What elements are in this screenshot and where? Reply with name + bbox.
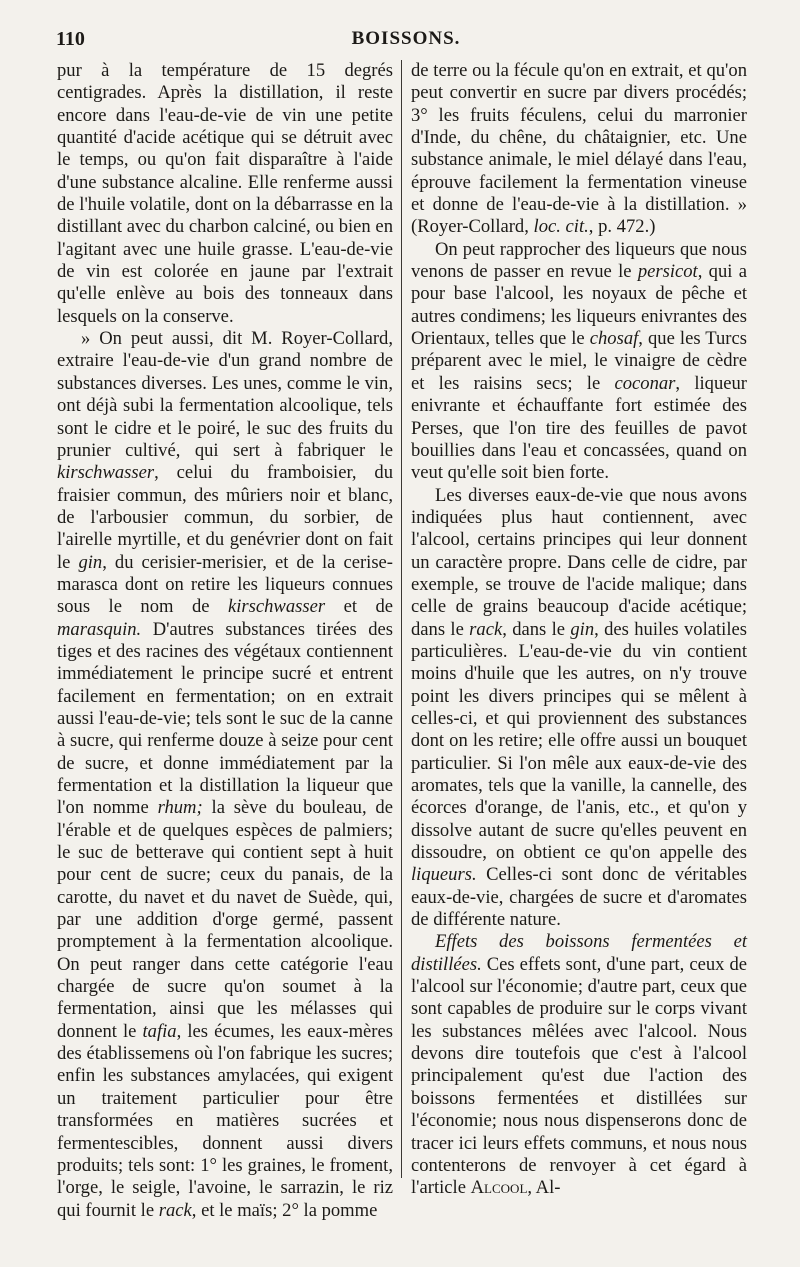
paragraph-distillation: pur à la température de 15 degrés centigrades. Après la distillation, il reste encore dans l'eau-de-vie de vin une petite quantité d'acide acétique qui se détruit avec le temps, ou qu'on fait disparaître à l'aide d'une substance alcaline. Elle renferme aussi de l'huile volatile, dont on la débarrasse en la distillant avec du charbon calciné, ou bien en l'agitant avec une huile grasse. L'eau-de-vie de vin est colorée en jaune par l'extrait qu'elle enlève au bois des tonneaux dans lesquels on la conserve. [57, 60, 393, 327]
page-number: 110 [56, 28, 85, 50]
paragraph-continuation: de terre ou la fécule qu'on en extrait, et qu'on peut convertir en sucre par divers procédés; 3° les fruits féculens, celui du marronier d'Inde, du chêne, du châtaignier, etc. Une substance animale, le miel délayé dans l'eau, éprouve facilement la fermentation vineuse et donne de l'eau-de-vie à la distillation. » (Royer-Collard, loc. cit., p. 472.) [411, 60, 747, 238]
column-divider [401, 60, 402, 1178]
paragraph-royer-collard-sources: » On peut aussi, dit M. Royer-Collard, extraire l'eau-de-vie d'un grand nombre de substances diverses. Les unes, comme le vin, ont déjà subi la fermentation alcoolique, tels sont le cidre et le poiré, le suc des fruits du prunier cultivé, qui sert à fabriquer le kirschwasser, celui du framboisier, du fraisier commun, des mûriers noir et blanc, de l'arbousier commun, du sorbier, de l'airelle myrtille, et du genévrier dont on fait le gin, du cerisier-merisier, et de la cerise-marasca dont on retire les liqueurs connues sous le nom de kirschwasser et de marasquin. D'autres substances tirées des tiges et des racines des végétaux contiennent immédiatement le principe sucré et entrent facilement en fermentation; on en extrait aussi l'eau-de-vie; tels sont le suc de la canne à sucre, qui renferme douze à seize pour cent de sucre, et donne immédiatement par la fermentation et la distillation la liqueur que l'on nomme rhum; la sève du bouleau, de l'érable et de quelques espèces de palmiers; le suc de betterave qui contient sept à huit pour cent de sucre; ceux du panais, de la carotte, du navet et du navet de Suède, qui, par une addition d'orge germé, passent promptement à la fermentation alcoolique. On peut ranger dans cette catégorie l'eau chargée de sucre qu'on soumet à la fermentation, ainsi que les mélasses qui donnent le tafia, les écumes, les eaux-mères des établissemens où l'on fabrique les sucres; enfin les substances amylacées, qui exigent un traitement particulier pour être transformées en matières sucrées et fermentescibles, donnent aussi divers produits; tels sont: 1° les graines, le froment, l'orge, le seigle, l'avoine, le sarrazin, le riz qui fournit le rack, et le maïs; 2° la pomme [57, 328, 394, 1221]
right-column [411, 60, 747, 1200]
section-heading-effets: Effets des boissons fermentées et distillées. [411, 931, 747, 975]
paragraph-liqueurs: On peut rapprocher des liqueurs que nous venons de passer en revue le persicot, qui a pour base l'alcool, les noyaux de pêche et autres condimens; les liqueurs enivrantes des Orientaux, telles que le chosaf, que les Turcs préparent avec le miel, le vinaigre de cèdre et les raisins secs; le coconar, liqueur enivrante et échauffante fort estimée des Perses, que l'on tire des feuilles de pavot bouillies dans l'eau et concassées, quand on veut qu'elle soit bien forte. [411, 238, 747, 484]
paragraph-effets: Effets des boissons fermentées et distillées. Ces effets sont, d'une part, ceux de l'alcool sur l'économie; d'autre part, ceux que sont capables de produire sur le corps vivant les substances mêlées avec l'alcool. Nous devons dire toutefois que c'est à l'alcool principalement qu'est due l'action des boissons fermentées et distillées sur l'économie; nous nous dispenserons donc de tracer ici leurs effets communs, et nous nous contenterons de renvoyer à cet égard à l'article Alcool, Al- [411, 931, 747, 1199]
running-title: BOISSONS. [351, 28, 461, 49]
paragraph-eaux-de-vie-principles: Les diverses eaux-de-vie que nous avons indiquées plus haut contiennent, avec l'alcool, certains principes qui leur donnent un caractère propre. Dans celle de cidre, par exemple, se trouve de l'acide malique; dans celle de grains beaucoup d'acide acétique; dans le rack, dans le gin, des huiles volatiles particulières. L'eau-de-vie du vin contient moins d'huile que les autres, on n'y trouve point les divers principes qui se mêlent à celles-ci, et qui proviennent des substances dont on les retire; elle offre aussi un bouquet particulier. Si l'on mêle aux eaux-de-vie des aromates, tels que la vanille, la cannelle, des écorces d'orange, de l'anis, etc., et qu'on y dissolve autant de sucre qu'elles peuvent en dissoudre, on obtient ce qu'on appelle des liqueurs. Celles-ci sont donc de véritables eaux-de-vie, chargées de sucre et d'aromates de différente nature. [411, 484, 747, 931]
left-column [57, 60, 393, 1222]
page-header [56, 28, 756, 54]
